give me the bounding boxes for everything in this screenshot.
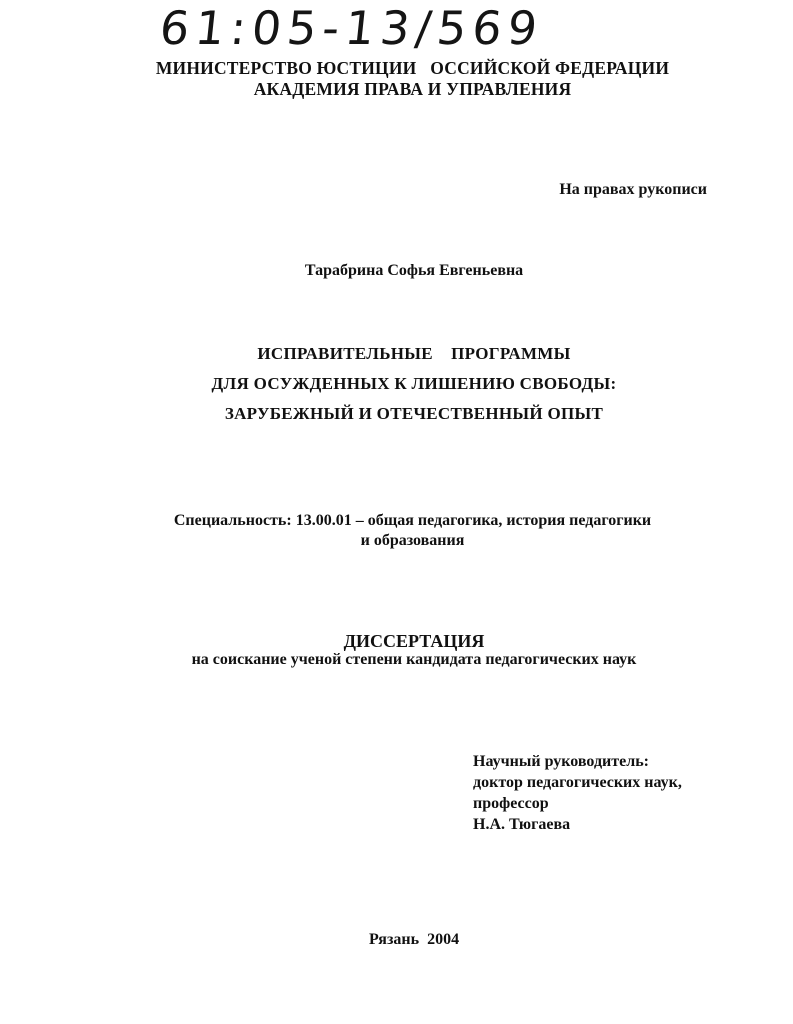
- dissertation-block: [0, 631, 793, 669]
- supervisor-degree: доктор педагогических наук,: [473, 774, 682, 791]
- supervisor-label: Научный руководитель:: [473, 753, 649, 770]
- supervisor-rank: профессор: [473, 795, 549, 812]
- specialty-line-1: Специальность: 13.00.01 – общая педагогика, история педагогики: [173, 512, 652, 529]
- dissertation-subheading: на соискание ученой степени кандидата педагогических наук: [191, 651, 637, 668]
- handwritten-catalog-number: 61:05-13/569: [157, 1, 546, 55]
- academy-name: АКАДЕМИЯ ПРАВА И УПРАВЛЕНИЯ: [253, 79, 572, 99]
- dissertation-title: [0, 339, 793, 429]
- manuscript-rights-note: На правах рукописи: [559, 181, 707, 198]
- city-year: Рязань 2004: [368, 931, 460, 948]
- author-name: Тарабрина Софья Евгеньевна: [304, 262, 524, 279]
- title-line-1: ИСПРАВИТЕЛЬНЫЕ ПРОГРАММЫ: [257, 344, 571, 363]
- specialty-block: [130, 511, 695, 551]
- supervisor-name: Н.А. Тюгаева: [473, 816, 571, 833]
- ministry-name: МИНИСТЕРСТВО ЮСТИЦИИ ОССИЙСКОЙ ФЕДЕРАЦИИ: [155, 58, 670, 78]
- supervisor-block: [473, 751, 682, 835]
- dissertation-heading: ДИССЕРТАЦИЯ: [343, 631, 485, 651]
- title-line-3: ЗАРУБЕЖНЫЙ И ОТЕЧЕСТВЕННЫЙ ОПЫТ: [224, 404, 604, 423]
- institution-header: [130, 58, 695, 100]
- specialty-line-2: и образования: [360, 532, 465, 549]
- title-line-2: ДЛЯ ОСУЖДЕННЫХ К ЛИШЕНИЮ СВОБОДЫ:: [211, 374, 617, 393]
